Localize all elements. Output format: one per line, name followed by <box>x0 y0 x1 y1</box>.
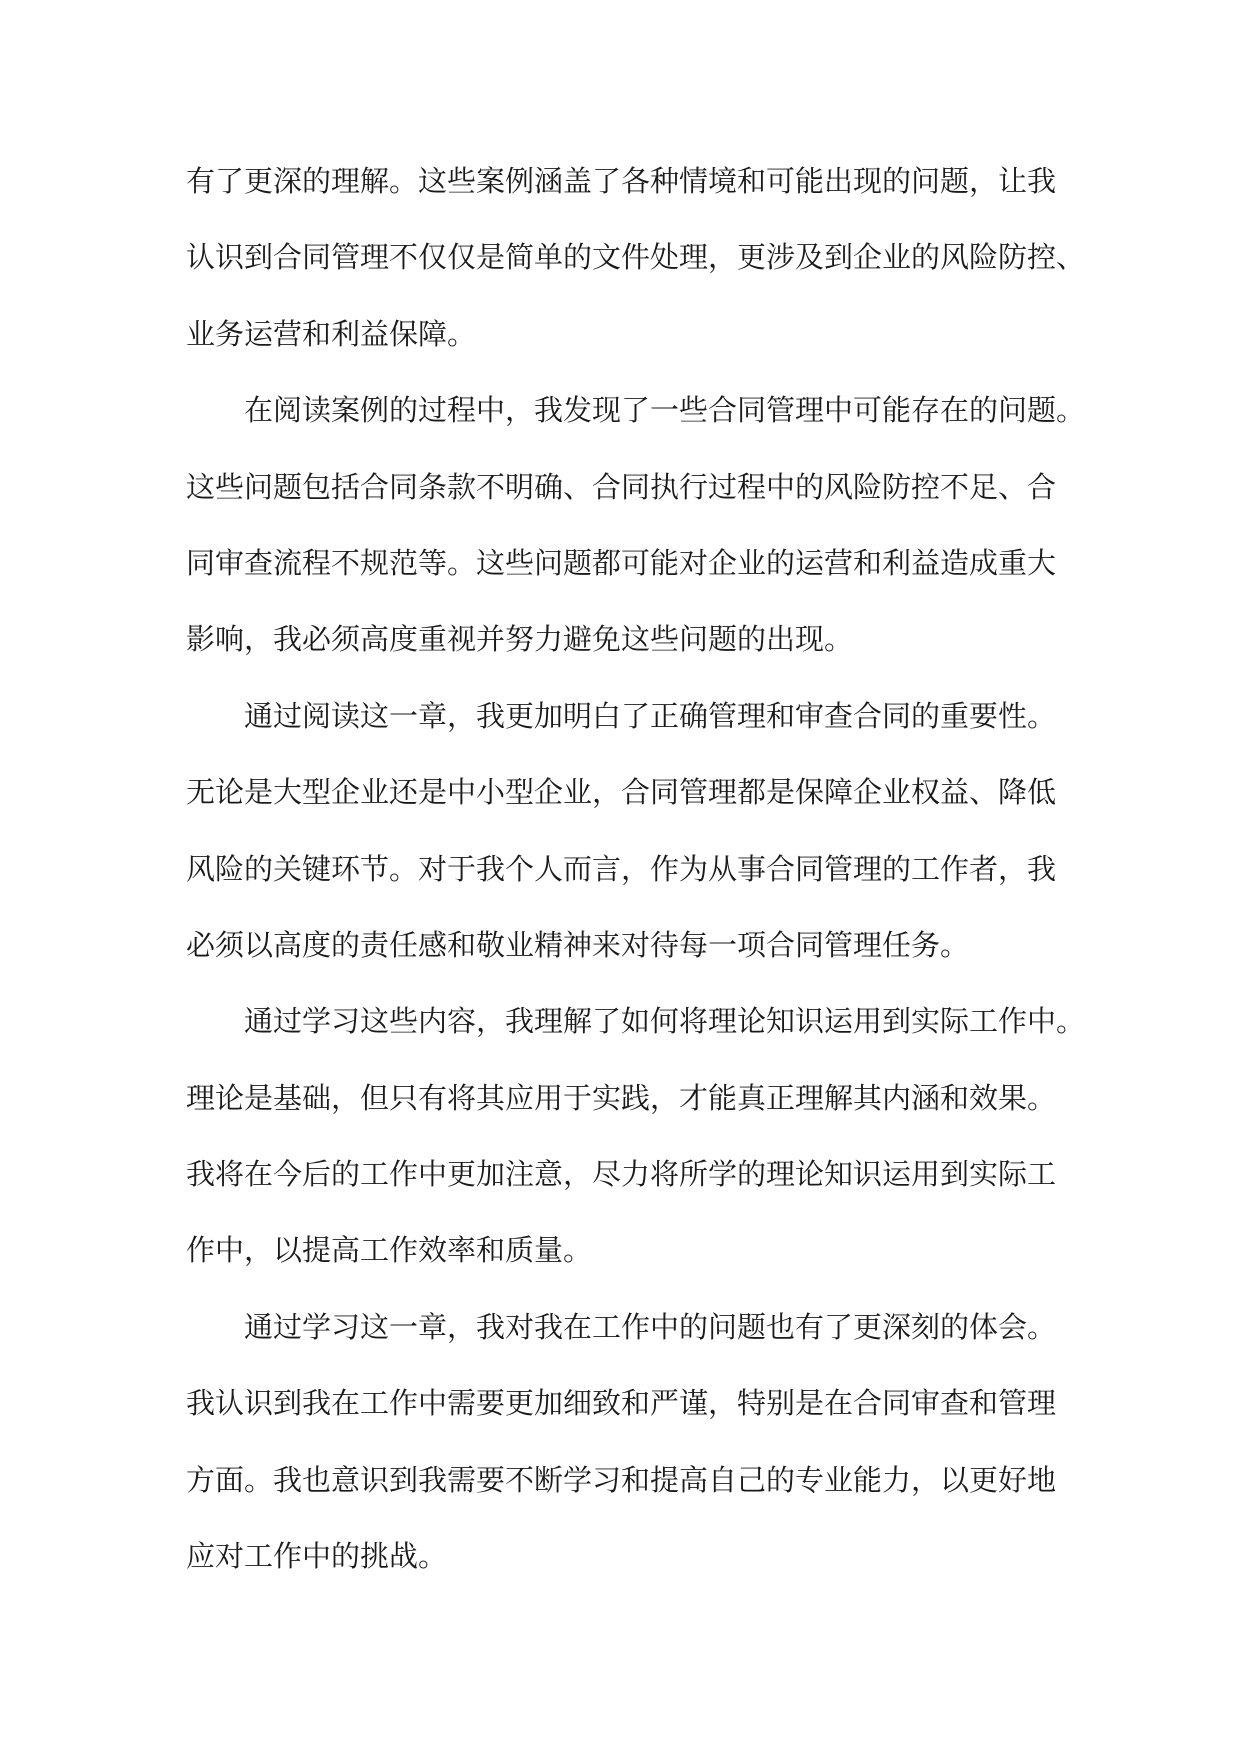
paragraph-5 <box>186 1289 1056 1595</box>
document-body <box>186 143 1086 1594</box>
text-line: 这些问题包括合同条款不明确、合同执行过程中的风险防控不足、合 <box>186 469 1057 504</box>
text-line: 在阅读案例的过程中，我发现了一些合同管理中可能存在的问题。 <box>244 393 1086 428</box>
paragraph-2 <box>186 372 1086 678</box>
text-line: 我认识到我在工作中需要更加细致和严谨，特别是在合同审查和管理 <box>186 1386 1057 1421</box>
text-line: 业务运营和利益保障。 <box>186 316 477 351</box>
text-line: 有了更深的理解。这些案例涵盖了各种情境和可能出现的问题，让我 <box>186 164 1057 198</box>
paragraph-4 <box>186 983 1086 1289</box>
text-line: 无论是大型企业还是中小型企业，合同管理都是保障企业权益、降低 <box>186 775 1057 810</box>
text-line: 通过阅读这一章，我更加明白了正确管理和审查合同的重要性。 <box>244 698 1057 733</box>
text-line: 通过学习这一章，我对我在工作中的问题也有了更深刻的体会。 <box>244 1309 1057 1344</box>
text-line: 方面。我也意识到我需要不断学习和提高自己的专业能力，以更好地 <box>186 1462 1057 1497</box>
text-line: 认识到合同管理不仅仅是简单的文件处理，更涉及到企业的风险防控、 <box>186 240 1086 275</box>
text-line: 通过学习这些内容，我理解了如何将理论知识运用到实际工作中。 <box>244 1004 1086 1039</box>
text-line: 影响，我必须高度重视并努力避免这些问题的出现。 <box>186 622 854 657</box>
paragraph-3 <box>186 678 1056 984</box>
text-line: 作中，以提高工作效率和质量。 <box>186 1233 593 1268</box>
text-line: 风险的关键环节。对于我个人而言，作为从事合同管理的工作者，我 <box>186 851 1057 886</box>
text-line: 必须以高度的责任感和敬业精神来对待每一项合同管理任务。 <box>186 927 970 962</box>
text-line: 同审查流程不规范等。这些问题都可能对企业的运营和利益造成重大 <box>186 545 1057 580</box>
text-line: 应对工作中的挑战。 <box>186 1539 448 1574</box>
text-line: 我将在今后的工作中更加注意，尽力将所学的理论知识运用到实际工 <box>186 1157 1057 1192</box>
paragraph-1 <box>186 143 1086 372</box>
text-line: 理论是基础，但只有将其应用于实践，才能真正理解其内涵和效果。 <box>186 1080 1057 1115</box>
